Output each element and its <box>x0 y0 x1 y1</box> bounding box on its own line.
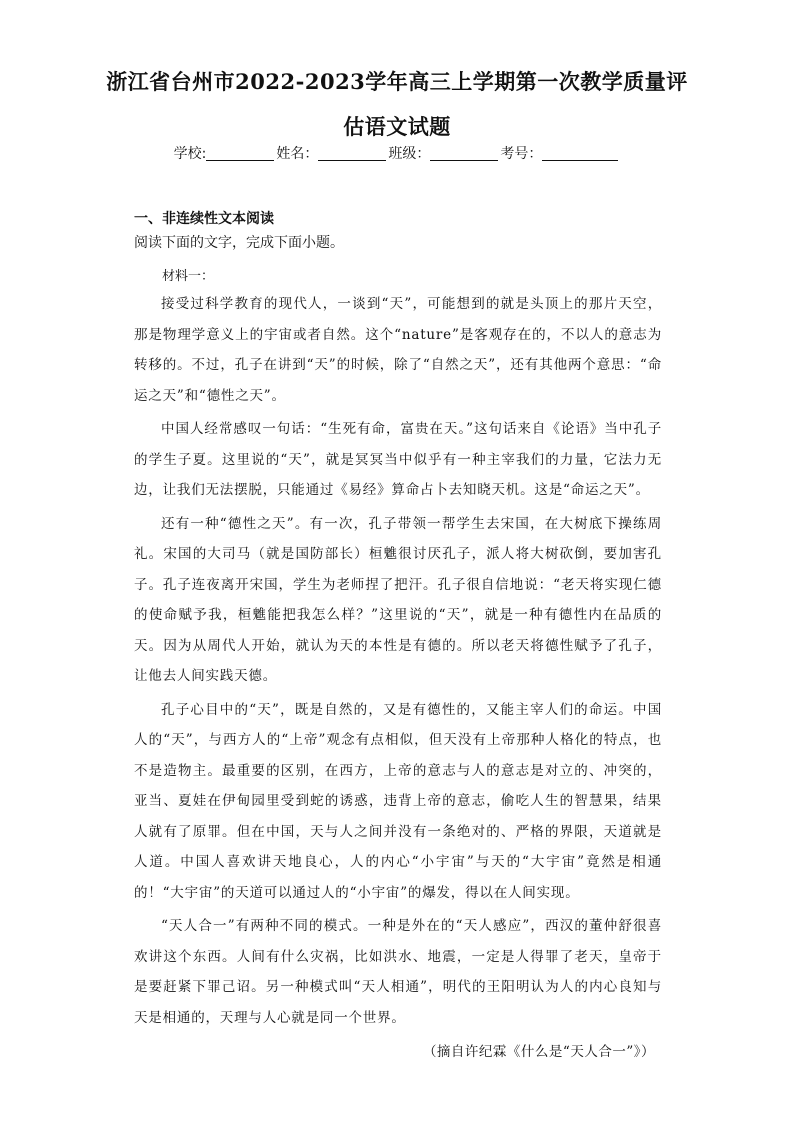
school-label: 学校: <box>173 146 207 162</box>
material-label: 材料一： <box>162 269 215 284</box>
material-body <box>134 289 662 1036</box>
exam-title-line2: 估语文试题 <box>343 114 451 139</box>
exam-title-line1: 浙江省台州市2022-2023学年高三上学期第一次教学质量评 <box>106 69 688 94</box>
student-info-row <box>0 143 794 163</box>
source-citation: （摘自许纪霖《什么是“天人合一”》） <box>422 1044 655 1060</box>
school-blank[interactable] <box>206 146 274 161</box>
paragraph-1: 接受过科学教育的现代人，一谈到“天”，可能想到的就是头顶上的那片天空，那是物理学意义上的宇宙或者自然。这个“nature”是客观存在的，不以人的意志为转移的。不过，孔子在讲到“天”的时候，除了“自然之天”，还有其他两个意思：“命运之天”和“德性之天”。 <box>134 296 662 404</box>
exam-no-blank[interactable] <box>542 146 618 161</box>
name-label: 姓名： <box>276 146 319 162</box>
class-blank[interactable] <box>430 146 498 161</box>
paragraph-2: 中国人经常感叹一句话：“生死有命，富贵在天。”这句话来自《论语》当中孔子的学生子夏。这里说的“天”，就是冥冥当中似乎有一种主宰我们的力量，它法力无边，让我们无法摆脱，只能通过《易经》算命占卜去知晓天机。这是“命运之天”。 <box>134 421 662 498</box>
section-title: 一、非连续性文本阅读 <box>134 211 274 227</box>
instruction-text: 阅读下面的文字，完成下面小题。 <box>134 235 344 251</box>
paragraph-4: 孔子心目中的“天”，既是自然的，又是有德性的，又能主宰人们的命运。中国人的“天”，与西方人的“上帝”观念有点相似，但天没有上帝那种人格化的特点，也不是造物主。最重要的区别，在西方，上帝的意志与人的意志是对立的、冲突的，亚当、夏娃在伊甸园里受到蛇的诱惑，违背上帝的意志，偷吃人生的智慧果，结果人就有了原罪。但在中国，天与人之间并没有一条绝对的、严格的界限，天道就是人道。中国人喜欢讲天地良心，人的内心“小宇宙”与天的“大宇宙”竟然是相通的！“大宇宙”的天道可以通过人的“小宇宙”的爆发，得以在人间实现。 <box>134 701 662 901</box>
paragraph-3: 还有一种“德性之天”。有一次，孔子带领一帮学生去宋国，在大树底下操练周礼。宋国的大司马（就是国防部长）桓魋很讨厌孔子，派人将大树砍倒，要加害孔子。孔子连夜离开宋国，学生为老师捏了把汗。孔子很自信地说：“老天将实现仁德的使命赋予我，桓魋能把我怎么样？”这里说的“天”，就是一种有德性内在品质的天。因为从周代人开始，就认为天的本性是有德的。所以老天将德性赋予了孔子，让他去人间实践天德。 <box>134 515 662 684</box>
exam-no-label: 考号： <box>500 146 543 162</box>
name-blank[interactable] <box>318 146 386 161</box>
paragraph-5: “天人合一”有两种不同的模式。一种是外在的“天人感应”，西汉的董仲舒很喜欢讲这个东西。人间有什么灾祸，比如洪水、地震，一定是人得罪了老天，皇帝于是要赶紧下罪己诏。另一种模式叫“天人相通”，明代的王阳明认为人的内心良知与天是相通的，天理与人心就是同一个世界。 <box>134 918 662 1026</box>
class-label: 班级： <box>388 146 431 162</box>
